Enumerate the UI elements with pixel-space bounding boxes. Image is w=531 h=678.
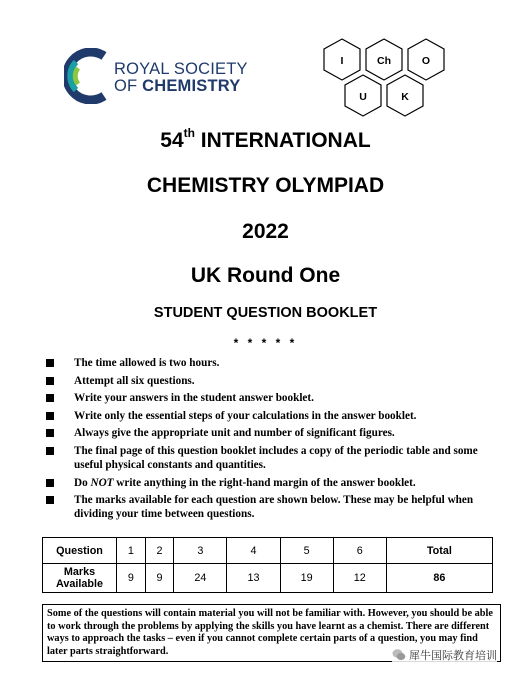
marks-value: 19 (280, 564, 333, 593)
square-bullet-icon (46, 377, 54, 385)
marks-header (43, 564, 117, 593)
marks-header-line2: Available (55, 578, 103, 590)
title-year: 2022 (242, 220, 289, 243)
logo-line2-bold: CHEMISTRY (142, 77, 241, 95)
question-number: 6 (333, 538, 386, 564)
question-header: Question (43, 538, 117, 564)
question-row (43, 538, 493, 564)
square-bullet-icon (46, 359, 54, 367)
instruction-item (46, 391, 506, 405)
marks-value: 24 (174, 564, 227, 593)
watermark-text: 犀牛国际教育培训 (409, 649, 497, 662)
question-number: 4 (227, 538, 280, 564)
square-bullet-icon (46, 394, 54, 402)
wechat-icon (392, 648, 406, 662)
marks-header-line1: Marks (63, 566, 96, 578)
instruction-item (46, 476, 506, 490)
instruction-text: Attempt all six questions. (74, 374, 195, 387)
instruction-item (46, 426, 506, 440)
rsc-logo (64, 48, 264, 106)
icho-uk-hex-logo (323, 37, 445, 119)
instruction-item (46, 493, 506, 521)
instruction-item (46, 409, 506, 423)
instruction-text: Write only the essential steps of your calculations in the answer booklet. (74, 409, 417, 422)
title-line1-rest: INTERNATIONAL (194, 129, 371, 152)
stars-divider: * * * * * (233, 336, 298, 350)
title-line2: CHEMISTRY OLYMPIAD (146, 174, 385, 197)
question-number: 1 (117, 538, 146, 564)
hex-cell-ch: Ch (377, 55, 391, 67)
title-round: UK Round One (190, 264, 341, 287)
instructions-list (46, 356, 506, 525)
question-number: 3 (174, 538, 227, 564)
instruction-text: The marks available for each question are shown below. These may be helpful when dividing your time between questions. (74, 494, 474, 521)
question-number: 5 (280, 538, 333, 564)
instruction-text: Always give the appropriate unit and number of significant figures. (74, 427, 395, 440)
instruction-text: Write your answers in the student answer booklet. (74, 392, 314, 405)
square-bullet-icon (46, 496, 54, 504)
question-number: 2 (145, 538, 174, 564)
square-bullet-icon (46, 429, 54, 437)
instruction-emphasis: NOT (90, 476, 114, 489)
title-ordinal-suffix: th (183, 126, 195, 140)
instruction-text: The final page of this question booklet includes a copy of the periodic table and some useful physical constants and quantities. (74, 444, 478, 471)
hex-cell-u: U (359, 91, 367, 103)
marks-table (42, 537, 493, 593)
hex-cell-k: K (401, 91, 409, 103)
instruction-item (46, 356, 506, 370)
notice-box: Some of the questions will contain material you will not be familiar with. However, you should be able to work through the problems by applying the skills you have learnt as a chemist. There are different ways to approach the tasks – even if you cannot complete certain parts of a question, you may find later parts straightforward. (42, 604, 501, 662)
booklet-title: STUDENT QUESTION BOOKLET (153, 305, 378, 321)
marks-row (43, 564, 493, 593)
square-bullet-icon (46, 447, 54, 455)
marks-value: 9 (117, 564, 146, 593)
rsc-logo-text (114, 61, 248, 95)
instruction-text-post: write anything in the right-hand margin of the answer booklet. (113, 476, 416, 489)
total-header: Total (386, 538, 492, 564)
instruction-text-pre: Do (74, 476, 91, 489)
marks-value: 13 (227, 564, 280, 593)
instruction-text: The time allowed is two hours. (74, 357, 220, 369)
watermark (392, 645, 497, 665)
hex-cell-o: O (421, 55, 431, 67)
rsc-c-icon (64, 48, 110, 104)
hex-cell-i: I (340, 55, 344, 67)
title-number: 54 (160, 129, 184, 152)
total-marks: 86 (386, 564, 492, 593)
logo-line1: ROYAL SOCIETY (114, 60, 248, 78)
marks-value: 9 (145, 564, 174, 593)
marks-value: 12 (333, 564, 386, 593)
square-bullet-icon (46, 479, 54, 487)
instruction-item (46, 444, 506, 472)
square-bullet-icon (46, 412, 54, 420)
logo-line2-prefix: OF (114, 77, 143, 95)
instruction-item (46, 374, 506, 388)
logo-line2 (114, 78, 248, 95)
title-line1 (0, 128, 531, 153)
